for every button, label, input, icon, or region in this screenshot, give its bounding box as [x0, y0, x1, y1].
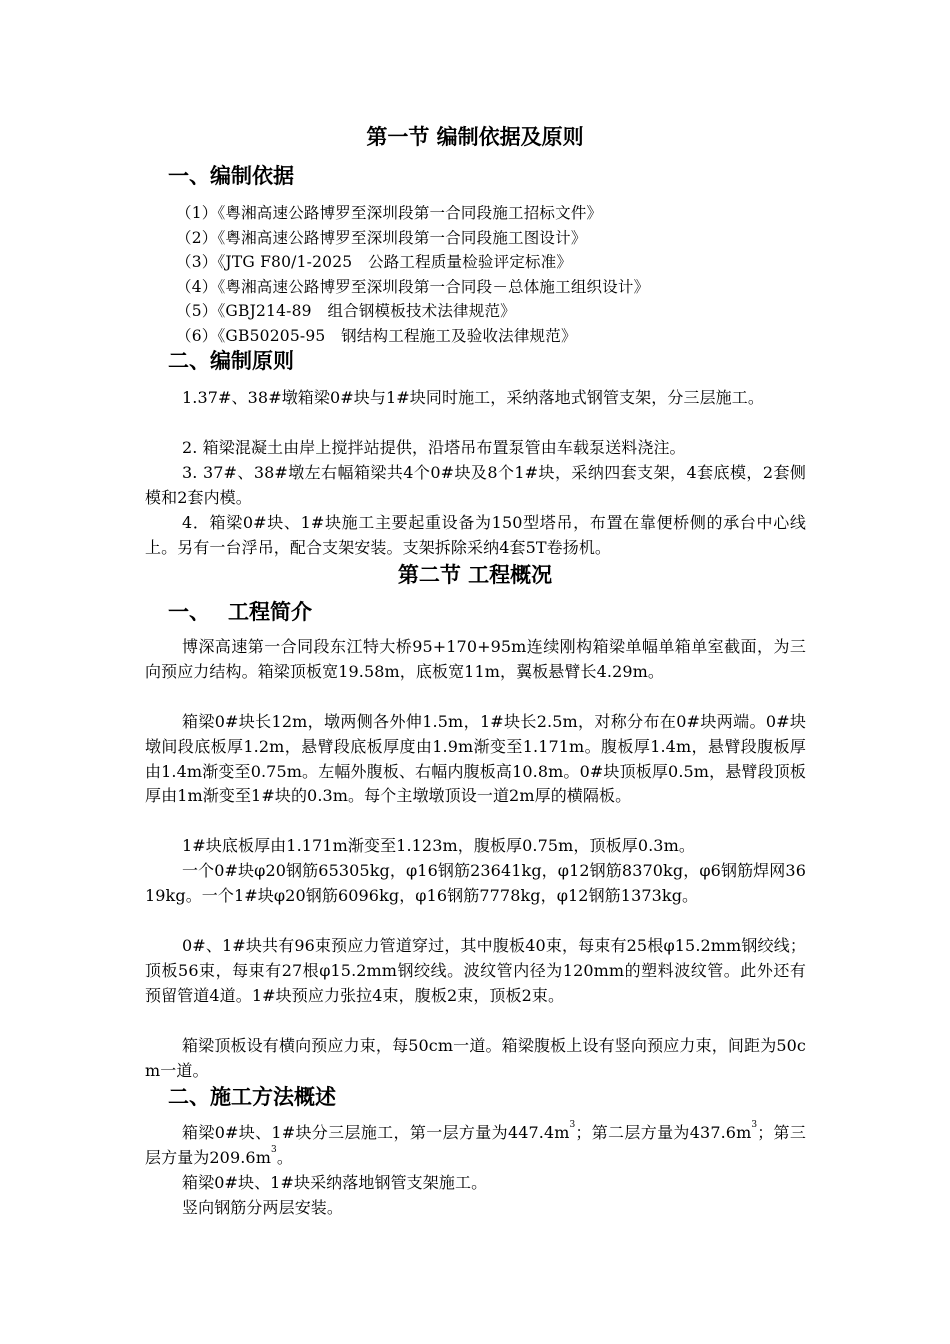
method-paragraph: 箱梁0#块、1#块分三层施工，第一层方量为$447.4m^3$；第二层方量为$437.6m^3$；第三层方量为$209.6m^3$。 — [145, 1120, 806, 1167]
reference-item: （3）《JTG F80/1-2025 公路工程质量检验评定标准》 — [176, 253, 573, 272]
basis-heading: 一、编制依据 — [168, 164, 294, 188]
reference-item: （4）《粤湘高速公路博罗至深圳段第一合同段－总体施工组织设计》 — [176, 277, 650, 296]
intro-paragraph: 博深高速第一合同段东江特大桥95+170+95m连续刚构箱梁单幅单箱单室截面，为三向预应力结构。箱梁顶板宽19.58m，底板宽11m，翼板悬臂长4.29m。 — [145, 637, 806, 681]
reference-item: （1）《粤湘高速公路博罗至深圳段第一合同段施工招标文件》 — [176, 204, 603, 222]
section-2-title: 第二节 工程概况 — [397, 563, 553, 587]
method-paragraph: 竖向钢筋分两层安装。 — [182, 1198, 344, 1217]
principle-paragraph: 1.37#、38#墩箱梁0#块与1#块同时施工，采纳落地式钢管支架，分三层施工。 — [182, 388, 764, 407]
intro-paragraph: 0#、1#块共有96束预应力管道穿过，其中腹板40束，每束有25根φ15.2mm钢绞线；顶板56束，每束有27根φ15.2mm钢绞线。波纹管内径为120mm的塑料波纹管。此外还有预留管道4道。1#块预应力张拉4束，腹板2束，顶板2束。 — [145, 936, 806, 1005]
cubic-superscript: 3 — [270, 1144, 277, 1155]
intro-paragraph: 一个0#块φ20钢筋65305kg，φ16钢筋23641kg，φ12钢筋8370kg，φ6钢筋焊网3619kg。一个1#块φ20钢筋6096kg，φ16钢筋7778kg，φ12钢筋1373kg。 — [145, 861, 806, 905]
intro-paragraph: 箱梁顶板设有横向预应力束，每50cm一道。箱梁腹板上设有竖向预应力束，间距为50cm一道。 — [145, 1036, 806, 1080]
method-heading: 二、施工方法概述 — [168, 1085, 336, 1109]
principle-paragraph: 2. 箱梁混凝土由岸上搅拌站提供，沿塔吊布置泵管由车载泵送料浇注。 — [182, 438, 686, 457]
principles-heading: 二、编制原则 — [168, 349, 294, 373]
intro-heading-number: 一、 — [168, 600, 210, 624]
cubic-superscript: 3 — [569, 1120, 576, 1130]
intro-heading-text: 工程简介 — [228, 600, 312, 624]
cubic-superscript: 3 — [751, 1120, 758, 1130]
reference-item: （2）《粤湘高速公路博罗至深圳段第一合同段施工图设计》 — [176, 228, 587, 247]
reference-item: （6）《GB50205-95 钢结构工程施工及验收法律规范》 — [176, 326, 577, 345]
principle-paragraph: 3. 37#、38#墩左右幅箱梁共4个0#块及8个1#块，采纳四套支架，4套底模，2套侧模和2套内模。 — [145, 463, 806, 507]
section-1-title: 第一节 编制依据及原则 — [366, 125, 584, 149]
intro-heading — [168, 598, 312, 626]
intro-paragraph: 箱梁0#块长12m，墩两侧各外伸1.5m，1#块长2.5m，对称分布在0#块两端。0#块墩间段底板厚1.2m，悬臂段底板厚度由1.9m渐变至1.171m。腹板厚1.4m，悬臂段腹板厚由1.4m渐变至0.75m。左幅外腹板、右幅内腹板高10.8m。0#块顶板厚0.5m，悬臂段顶板厚由1m渐变至1#块的0.3m。每个主墩墩顶设一道2m厚的横隔板。 — [145, 712, 806, 806]
principle-paragraph: 4．箱梁0#块、1#块施工主要起重设备为150型塔吊，布置在靠便桥侧的承台中心线上。另有一台浮吊，配合支架安装。支架拆除采纳4套5T卷扬机。 — [145, 513, 806, 557]
reference-item: （5）《GBJ214-89 组合钢模板技术法律规范》 — [176, 302, 516, 321]
intro-paragraph: 1#块底板厚由1.171m渐变至1.123m，腹板厚0.75m，顶板厚0.3m。 — [182, 836, 695, 855]
method-paragraph: 箱梁0#块、1#块采纳落地钢管支架施工。 — [182, 1173, 488, 1192]
basis-reference-list — [176, 201, 649, 349]
